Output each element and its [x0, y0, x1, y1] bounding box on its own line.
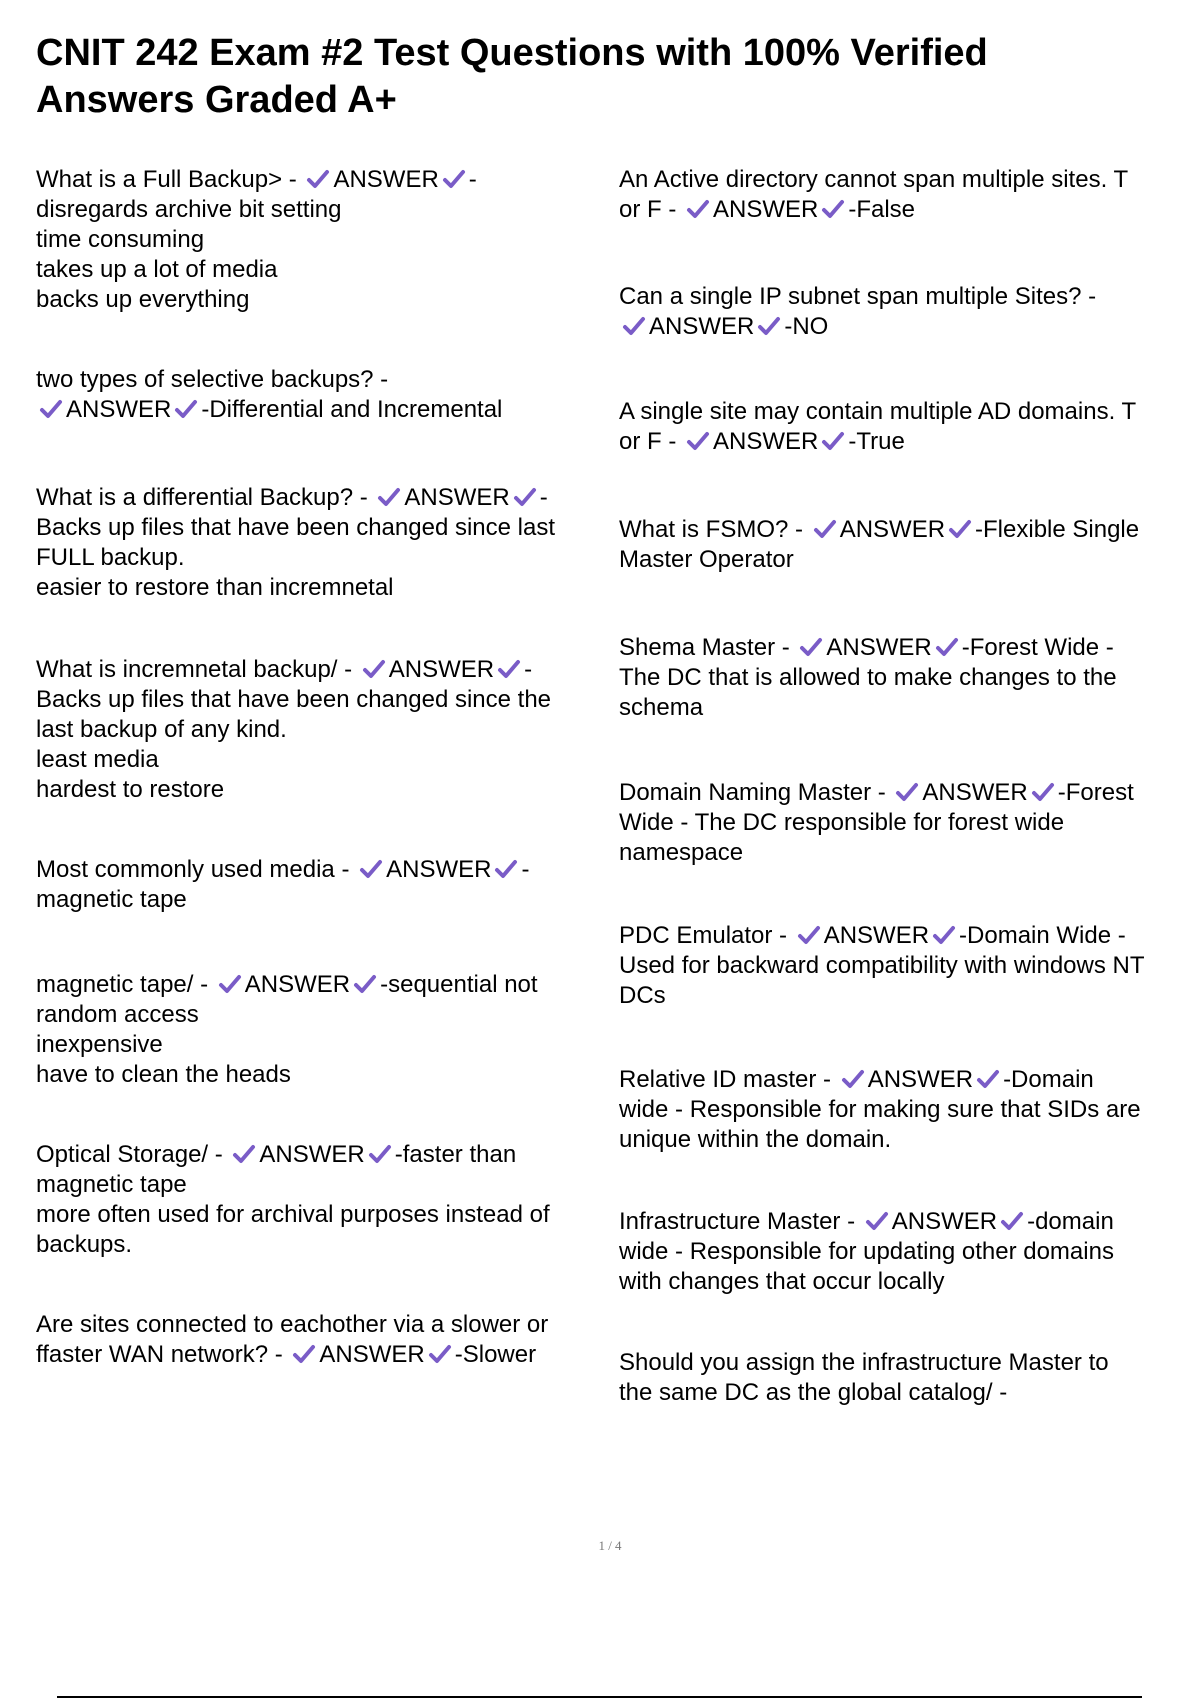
answer-text: -Forest [1057, 779, 1134, 806]
check-icon [1031, 782, 1055, 802]
question-line [36, 970, 601, 1000]
answer-line: inexpensive [36, 1031, 163, 1058]
bottom-divider [57, 1696, 1142, 1698]
question-line [619, 195, 1194, 225]
answer-text: -True [848, 428, 905, 455]
check-icon [976, 1069, 1000, 1089]
answer-line: last backup of any kind. [36, 716, 287, 743]
answer-line: the same DC as the global catalog/ - [619, 1379, 1008, 1406]
question-text: Can a single IP subnet span multiple Sites? - [619, 283, 1097, 310]
question-text: What is incremnetal backup/ - [36, 656, 359, 683]
check-icon [377, 487, 401, 507]
check-icon [841, 1069, 865, 1089]
check-icon [932, 925, 956, 945]
answer-line [36, 395, 601, 425]
answer-text: -Flexible Single [975, 516, 1140, 543]
answer-line: wide - Responsible for making sure that SIDs are [619, 1096, 1141, 1123]
question-line [619, 778, 1194, 808]
answer-line: easier to restore than incremnetal [36, 574, 394, 601]
answer-label: ANSWER [259, 1141, 365, 1168]
qa-item [619, 633, 1194, 723]
check-icon [935, 637, 959, 657]
check-icon [895, 782, 919, 802]
question-line [36, 483, 601, 513]
question-line [619, 427, 1194, 457]
answer-label: ANSWER [388, 656, 495, 683]
question-text: Infrastructure Master - [619, 1208, 862, 1235]
answer-text: -faster than [394, 1141, 517, 1168]
check-icon [797, 925, 821, 945]
check-icon [232, 1144, 256, 1164]
check-icon [865, 1211, 889, 1231]
answer-line: backups. [36, 1231, 133, 1258]
answer-label: ANSWER [404, 484, 510, 511]
question-line [36, 1340, 601, 1370]
answer-text: -Forest Wide - [961, 634, 1114, 661]
answer-line: FULL backup. [36, 544, 185, 571]
question-text: A single site may contain multiple AD domains. T [619, 398, 1137, 425]
qa-item [36, 855, 601, 915]
answer-line: Used for backward compatibility with windows NT [619, 952, 1145, 979]
answer-line: Master Operator [619, 546, 794, 573]
answer-text: -sequential not [380, 971, 538, 998]
answer-line: time consuming [36, 226, 205, 253]
question-line [36, 655, 601, 685]
answer-label: ANSWER [713, 428, 819, 455]
answer-text: - [468, 166, 477, 193]
question-text: Shema Master - [619, 634, 797, 661]
check-icon [428, 1344, 452, 1364]
check-icon [622, 316, 646, 336]
question-text: or F - [619, 196, 683, 223]
question-line [619, 282, 1194, 312]
answer-line: disregards archive bit setting [36, 196, 342, 223]
answer-label: ANSWER [386, 856, 492, 883]
qa-item [619, 921, 1194, 1011]
check-icon [174, 399, 198, 419]
question-text: Most commonly used media - [36, 856, 357, 883]
answer-label: ANSWER [826, 634, 932, 661]
question-text: Are sites connected to eachother via a slower or [36, 1311, 549, 1338]
answer-line: DCs [619, 982, 666, 1009]
check-icon [821, 199, 845, 219]
answer-text: - [539, 484, 548, 511]
question-text: What is FSMO? - [619, 516, 810, 543]
answer-line: more often used for archival purposes instead of [36, 1201, 550, 1228]
question-text: two types of selective backups? - [36, 366, 389, 393]
answer-text: -Domain [1003, 1066, 1094, 1093]
page-number: 1 / 4 [598, 1538, 622, 1553]
question-text: ffaster WAN network? - [36, 1341, 290, 1368]
answer-label: ANSWER [823, 922, 930, 949]
answer-line: have to clean the heads [36, 1061, 291, 1088]
answer-line: schema [619, 694, 704, 721]
answer-line: hardest to restore [36, 776, 225, 803]
question-line [36, 365, 601, 395]
answer-line: takes up a lot of media [36, 256, 278, 283]
question-line [619, 921, 1194, 951]
answer-line: with changes that occur locally [619, 1268, 945, 1295]
qa-item [619, 778, 1194, 868]
check-icon [442, 169, 466, 189]
answer-text: -NO [784, 313, 829, 340]
answer-text: -Differential and Incremental [201, 396, 503, 423]
check-icon [306, 169, 330, 189]
check-icon [353, 974, 377, 994]
answer-line: least media [36, 746, 159, 773]
answer-line: unique within the domain. [619, 1126, 892, 1153]
question-text: Relative ID master - [619, 1066, 838, 1093]
qa-item [36, 1310, 601, 1370]
answer-line: namespace [619, 839, 744, 866]
check-icon [368, 1144, 392, 1164]
qa-item [619, 515, 1194, 575]
question-text: Domain Naming Master - [619, 779, 893, 806]
check-icon [813, 519, 837, 539]
answer-line: random access [36, 1001, 199, 1028]
qa-item [36, 1140, 601, 1260]
qa-item [619, 1065, 1194, 1155]
answer-text: -Slower [454, 1341, 537, 1368]
question-line [36, 1310, 601, 1340]
answer-label: ANSWER [333, 166, 439, 193]
question-text: magnetic tape/ - [36, 971, 215, 998]
question-line [619, 165, 1194, 195]
check-icon [757, 316, 781, 336]
question-line [619, 397, 1194, 427]
answer-line: Backs up files that have been changed since the [36, 686, 552, 713]
answer-line: magnetic tape [36, 1171, 187, 1198]
answer-label: ANSWER [319, 1341, 425, 1368]
question-line [619, 1348, 1194, 1378]
qa-item [619, 165, 1194, 225]
check-icon [686, 431, 710, 451]
qa-item [619, 1207, 1194, 1297]
qa-item [36, 970, 601, 1090]
qa-item [619, 282, 1194, 342]
check-icon [362, 659, 386, 679]
question-line [36, 165, 601, 195]
qa-item [619, 1348, 1194, 1408]
check-icon [497, 659, 521, 679]
question-line [36, 1140, 601, 1170]
check-icon [686, 199, 710, 219]
answer-line [619, 312, 1194, 342]
question-text: PDC Emulator - [619, 922, 794, 949]
check-icon [821, 431, 845, 451]
question-line [619, 515, 1194, 545]
answer-label: ANSWER [867, 1066, 974, 1093]
answer-label: ANSWER [244, 971, 351, 998]
answer-text: - [521, 856, 530, 883]
qa-item [619, 397, 1194, 457]
check-icon [359, 859, 383, 879]
document-title: CNIT 242 Exam #2 Test Questions with 100% Verified Answers Graded A+ [36, 32, 988, 121]
answer-text: - [524, 656, 533, 683]
question-line [619, 1207, 1194, 1237]
question-text: Optical Storage/ - [36, 1141, 230, 1168]
question-text: or F - [619, 428, 683, 455]
check-icon [799, 637, 823, 657]
question-text: What is a Full Backup> - [36, 166, 304, 193]
question-line [619, 1065, 1194, 1095]
answer-line: Backs up files that have been changed since last [36, 514, 555, 541]
check-icon [218, 974, 242, 994]
question-text: Should you assign the infrastructure Master to [619, 1349, 1109, 1376]
answer-line: backs up everything [36, 286, 250, 313]
answer-line: The DC that is allowed to make changes to the [619, 664, 1117, 691]
answer-label: ANSWER [922, 779, 1028, 806]
check-icon [513, 487, 537, 507]
qa-item [36, 655, 601, 805]
answer-line: wide - Responsible for updating other domains [619, 1238, 1114, 1265]
check-icon [948, 519, 972, 539]
answer-label: ANSWER [839, 516, 946, 543]
qa-item [36, 365, 601, 425]
answer-text: -domain [1027, 1208, 1114, 1235]
check-icon [1000, 1211, 1024, 1231]
answer-line: Wide - The DC responsible for forest wide [619, 809, 1065, 836]
answer-label: ANSWER [66, 396, 172, 423]
question-line [619, 633, 1194, 663]
answer-label: ANSWER [649, 313, 755, 340]
answer-text: -False [848, 196, 916, 223]
check-icon [494, 859, 518, 879]
qa-item [36, 483, 601, 603]
answer-label: ANSWER [713, 196, 819, 223]
answer-line: magnetic tape [36, 886, 187, 913]
question-text: What is a differential Backup? - [36, 484, 375, 511]
qa-item [36, 165, 601, 315]
answer-text: -Domain Wide - [959, 922, 1126, 949]
answer-label: ANSWER [891, 1208, 998, 1235]
question-text: An Active directory cannot span multiple sites. T [619, 166, 1129, 193]
check-icon [39, 399, 63, 419]
check-icon [292, 1344, 316, 1364]
question-line [36, 855, 601, 885]
